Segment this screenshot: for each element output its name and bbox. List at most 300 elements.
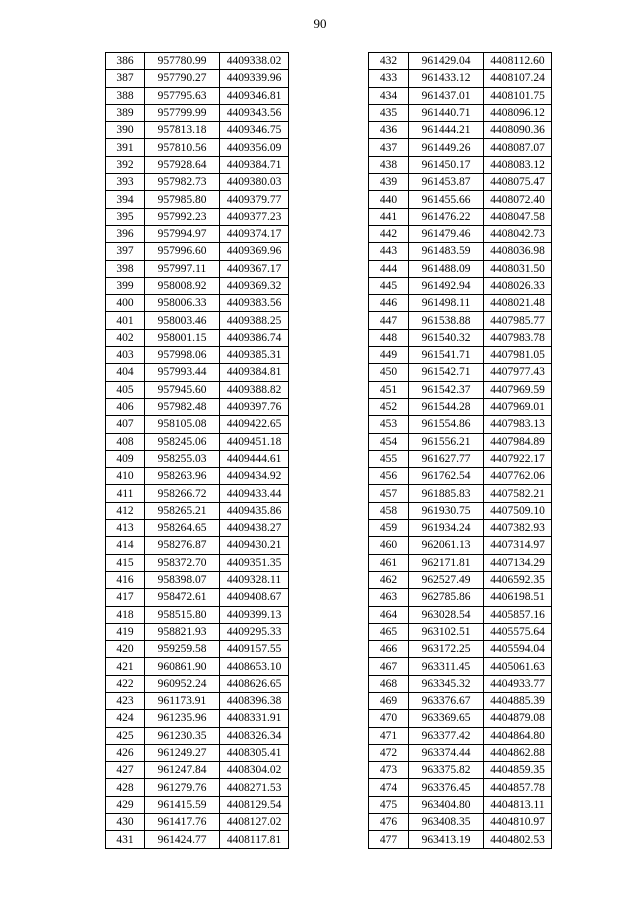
y-coordinate-cell: 4406198.51: [484, 589, 552, 606]
table-row: [369, 243, 552, 260]
point-number-cell: 423: [106, 692, 145, 709]
table-row: [106, 554, 289, 571]
point-number-cell: 471: [369, 727, 409, 744]
x-coordinate-cell: 958003.46: [145, 312, 220, 329]
page-number: 90: [313, 16, 327, 31]
y-coordinate-cell: 4407985.77: [484, 312, 552, 329]
x-coordinate-cell: 963375.82: [409, 762, 484, 779]
x-coordinate-cell: 962171.81: [409, 554, 484, 571]
point-number-cell: 468: [369, 675, 409, 692]
y-coordinate-cell: 4408304.02: [220, 762, 289, 779]
x-coordinate-cell: 958245.06: [145, 433, 220, 450]
point-number-cell: 439: [369, 174, 409, 191]
y-coordinate-cell: 4407922.17: [484, 450, 552, 467]
y-coordinate-cell: 4409369.32: [220, 277, 289, 294]
point-number-cell: 434: [369, 87, 409, 104]
y-coordinate-cell: 4404859.35: [484, 762, 552, 779]
table-row: [369, 174, 552, 191]
y-coordinate-cell: 4408117.81: [220, 831, 289, 848]
table-row: [106, 122, 289, 139]
x-coordinate-cell: 957982.48: [145, 398, 220, 415]
y-coordinate-cell: 4407977.43: [484, 364, 552, 381]
point-number-cell: 435: [369, 104, 409, 121]
y-coordinate-cell: 4409384.81: [220, 364, 289, 381]
point-number-cell: 437: [369, 139, 409, 156]
table-row: [369, 571, 552, 588]
x-coordinate-cell: 961934.24: [409, 520, 484, 537]
table-row: [369, 225, 552, 242]
x-coordinate-cell: 957790.27: [145, 70, 220, 87]
x-coordinate-cell: 961498.11: [409, 295, 484, 312]
y-coordinate-cell: 4408107.24: [484, 70, 552, 87]
x-coordinate-cell: 961433.12: [409, 70, 484, 87]
table-row: [369, 329, 552, 346]
point-number-cell: 453: [369, 416, 409, 433]
y-coordinate-cell: 4409379.77: [220, 191, 289, 208]
y-coordinate-cell: 4409444.61: [220, 450, 289, 467]
table-row: [106, 658, 289, 675]
table-row: [369, 814, 552, 831]
point-number-cell: 443: [369, 243, 409, 260]
table-row: [106, 191, 289, 208]
table-row: [106, 727, 289, 744]
table-row: [369, 277, 552, 294]
point-number-cell: 393: [106, 174, 145, 191]
point-number-cell: 433: [369, 70, 409, 87]
y-coordinate-cell: 4409346.75: [220, 122, 289, 139]
x-coordinate-cell: 961429.04: [409, 53, 484, 70]
table-row: [106, 347, 289, 364]
table-row: [369, 260, 552, 277]
table-row: [369, 641, 552, 658]
table-row: [369, 191, 552, 208]
point-number-cell: 459: [369, 520, 409, 537]
table-row: [106, 571, 289, 588]
x-coordinate-cell: 961554.86: [409, 416, 484, 433]
table-row: [106, 675, 289, 692]
y-coordinate-cell: 4409374.17: [220, 225, 289, 242]
y-coordinate-cell: 4407984.89: [484, 433, 552, 450]
point-number-cell: 396: [106, 225, 145, 242]
x-coordinate-cell: 960952.24: [145, 675, 220, 692]
table-row: [369, 104, 552, 121]
y-coordinate-cell: 4408331.91: [220, 710, 289, 727]
table-row: [369, 70, 552, 87]
y-coordinate-cell: 4405857.16: [484, 606, 552, 623]
table-row: [369, 831, 552, 848]
table-row: [369, 658, 552, 675]
point-number-cell: 399: [106, 277, 145, 294]
point-number-cell: 455: [369, 450, 409, 467]
x-coordinate-cell: 957795.63: [145, 87, 220, 104]
y-coordinate-cell: 4407983.13: [484, 416, 552, 433]
table-row: [106, 208, 289, 225]
table-row: [369, 295, 552, 312]
x-coordinate-cell: 961762.54: [409, 468, 484, 485]
x-coordinate-cell: 962785.86: [409, 589, 484, 606]
y-coordinate-cell: 4407509.10: [484, 502, 552, 519]
y-coordinate-cell: 4404810.97: [484, 814, 552, 831]
y-coordinate-cell: 4406592.35: [484, 571, 552, 588]
y-coordinate-cell: 4407314.97: [484, 537, 552, 554]
point-number-cell: 440: [369, 191, 409, 208]
point-number-cell: 388: [106, 87, 145, 104]
table-row: [369, 589, 552, 606]
x-coordinate-cell: 963374.44: [409, 744, 484, 761]
point-number-cell: 467: [369, 658, 409, 675]
point-number-cell: 463: [369, 589, 409, 606]
y-coordinate-cell: 4408087.07: [484, 139, 552, 156]
table-row: [106, 329, 289, 346]
table-row: [106, 225, 289, 242]
point-number-cell: 457: [369, 485, 409, 502]
table-row: [369, 554, 552, 571]
point-number-cell: 430: [106, 814, 145, 831]
x-coordinate-cell: 957982.73: [145, 174, 220, 191]
point-number-cell: 422: [106, 675, 145, 692]
y-coordinate-cell: 4404862.88: [484, 744, 552, 761]
x-coordinate-cell: 963377.42: [409, 727, 484, 744]
table-row: [369, 468, 552, 485]
y-coordinate-cell: 4407969.59: [484, 381, 552, 398]
x-coordinate-cell: 961450.17: [409, 156, 484, 173]
x-coordinate-cell: 958264.65: [145, 520, 220, 537]
point-number-cell: 427: [106, 762, 145, 779]
table-row: [106, 260, 289, 277]
y-coordinate-cell: 4409356.09: [220, 139, 289, 156]
table-row: [106, 468, 289, 485]
x-coordinate-cell: 961542.37: [409, 381, 484, 398]
table-row: [106, 433, 289, 450]
point-number-cell: 415: [106, 554, 145, 571]
table-row: [106, 70, 289, 87]
x-coordinate-cell: 957996.60: [145, 243, 220, 260]
x-coordinate-cell: 958472.61: [145, 589, 220, 606]
y-coordinate-cell: 4408026.33: [484, 277, 552, 294]
table-row: [106, 53, 289, 70]
point-number-cell: 392: [106, 156, 145, 173]
table-row: [106, 814, 289, 831]
y-coordinate-cell: 4408626.65: [220, 675, 289, 692]
point-number-cell: 418: [106, 606, 145, 623]
table-row: [369, 623, 552, 640]
x-coordinate-cell: 963311.45: [409, 658, 484, 675]
table-row: [369, 312, 552, 329]
x-coordinate-cell: 961479.46: [409, 225, 484, 242]
x-coordinate-cell: 961417.76: [145, 814, 220, 831]
table-row: [106, 520, 289, 537]
y-coordinate-cell: 4408031.50: [484, 260, 552, 277]
table-row: [369, 744, 552, 761]
y-coordinate-cell: 4408036.98: [484, 243, 552, 260]
point-number-cell: 475: [369, 796, 409, 813]
table-row: [369, 139, 552, 156]
y-coordinate-cell: 4408072.40: [484, 191, 552, 208]
y-coordinate-cell: 4409367.17: [220, 260, 289, 277]
point-number-cell: 417: [106, 589, 145, 606]
y-coordinate-cell: 4409339.96: [220, 70, 289, 87]
y-coordinate-cell: 4408083.12: [484, 156, 552, 173]
x-coordinate-cell: 958276.87: [145, 537, 220, 554]
y-coordinate-cell: 4407762.06: [484, 468, 552, 485]
x-coordinate-cell: 958008.92: [145, 277, 220, 294]
point-number-cell: 450: [369, 364, 409, 381]
point-number-cell: 420: [106, 641, 145, 658]
point-number-cell: 431: [106, 831, 145, 848]
x-coordinate-cell: 961455.66: [409, 191, 484, 208]
point-number-cell: 449: [369, 347, 409, 364]
y-coordinate-cell: 4404933.77: [484, 675, 552, 692]
table-row: [106, 295, 289, 312]
y-coordinate-cell: 4409438.27: [220, 520, 289, 537]
table-row: [106, 398, 289, 415]
point-number-cell: 386: [106, 53, 145, 70]
y-coordinate-cell: 4409295.33: [220, 623, 289, 640]
y-coordinate-cell: 4409328.11: [220, 571, 289, 588]
point-number-cell: 461: [369, 554, 409, 571]
y-coordinate-cell: 4409388.25: [220, 312, 289, 329]
y-coordinate-cell: 4409422.65: [220, 416, 289, 433]
table-row: [106, 623, 289, 640]
x-coordinate-cell: 957992.23: [145, 208, 220, 225]
y-coordinate-cell: 4404885.39: [484, 692, 552, 709]
x-coordinate-cell: 958266.72: [145, 485, 220, 502]
x-coordinate-cell: 961885.83: [409, 485, 484, 502]
x-coordinate-cell: 961541.71: [409, 347, 484, 364]
point-number-cell: 472: [369, 744, 409, 761]
coordinates-table-right: [368, 52, 552, 849]
y-coordinate-cell: 4409433.44: [220, 485, 289, 502]
point-number-cell: 474: [369, 779, 409, 796]
y-coordinate-cell: 4408396.38: [220, 692, 289, 709]
point-number-cell: 428: [106, 779, 145, 796]
table-row: [106, 796, 289, 813]
x-coordinate-cell: 957928.64: [145, 156, 220, 173]
table-row: [106, 416, 289, 433]
x-coordinate-cell: 961415.59: [145, 796, 220, 813]
table-row: [369, 727, 552, 744]
point-number-cell: 462: [369, 571, 409, 588]
table-row: [369, 675, 552, 692]
y-coordinate-cell: 4407382.93: [484, 520, 552, 537]
x-coordinate-cell: 961542.71: [409, 364, 484, 381]
y-coordinate-cell: 4407969.01: [484, 398, 552, 415]
y-coordinate-cell: 4409388.82: [220, 381, 289, 398]
point-number-cell: 425: [106, 727, 145, 744]
point-number-cell: 406: [106, 398, 145, 415]
y-coordinate-cell: 4408653.10: [220, 658, 289, 675]
x-coordinate-cell: 963369.65: [409, 710, 484, 727]
x-coordinate-cell: 961453.87: [409, 174, 484, 191]
point-number-cell: 476: [369, 814, 409, 831]
point-number-cell: 454: [369, 433, 409, 450]
x-coordinate-cell: 961247.84: [145, 762, 220, 779]
x-coordinate-cell: 961538.88: [409, 312, 484, 329]
x-coordinate-cell: 957985.80: [145, 191, 220, 208]
y-coordinate-cell: 4405061.63: [484, 658, 552, 675]
x-coordinate-cell: 961249.27: [145, 744, 220, 761]
table-row: [106, 174, 289, 191]
table-row: [106, 641, 289, 658]
point-number-cell: 477: [369, 831, 409, 848]
x-coordinate-cell: 961476.22: [409, 208, 484, 225]
x-coordinate-cell: 957993.44: [145, 364, 220, 381]
table-row: [369, 502, 552, 519]
y-coordinate-cell: 4408096.12: [484, 104, 552, 121]
point-number-cell: 456: [369, 468, 409, 485]
point-number-cell: 469: [369, 692, 409, 709]
table-row: [106, 139, 289, 156]
x-coordinate-cell: 961492.94: [409, 277, 484, 294]
y-coordinate-cell: 4404857.78: [484, 779, 552, 796]
y-coordinate-cell: 4407134.29: [484, 554, 552, 571]
point-number-cell: 412: [106, 502, 145, 519]
table-row: [369, 347, 552, 364]
x-coordinate-cell: 961173.91: [145, 692, 220, 709]
y-coordinate-cell: 4408129.54: [220, 796, 289, 813]
x-coordinate-cell: 958265.21: [145, 502, 220, 519]
point-number-cell: 470: [369, 710, 409, 727]
x-coordinate-cell: 957998.06: [145, 347, 220, 364]
y-coordinate-cell: 4409369.96: [220, 243, 289, 260]
y-coordinate-cell: 4408271.53: [220, 779, 289, 796]
table-row: [106, 156, 289, 173]
x-coordinate-cell: 963028.54: [409, 606, 484, 623]
table-row: [106, 87, 289, 104]
table-row: [369, 606, 552, 623]
y-coordinate-cell: 4408075.47: [484, 174, 552, 191]
point-number-cell: 442: [369, 225, 409, 242]
x-coordinate-cell: 963408.35: [409, 814, 484, 831]
table-row: [369, 796, 552, 813]
point-number-cell: 400: [106, 295, 145, 312]
table-row: [106, 104, 289, 121]
point-number-cell: 408: [106, 433, 145, 450]
point-number-cell: 452: [369, 398, 409, 415]
x-coordinate-cell: 962527.49: [409, 571, 484, 588]
x-coordinate-cell: 958263.96: [145, 468, 220, 485]
x-coordinate-cell: 957799.99: [145, 104, 220, 121]
y-coordinate-cell: 4409434.92: [220, 468, 289, 485]
coordinates-table-right-body: [369, 53, 552, 849]
point-number-cell: 395: [106, 208, 145, 225]
point-number-cell: 390: [106, 122, 145, 139]
y-coordinate-cell: 4404813.11: [484, 796, 552, 813]
y-coordinate-cell: 4408127.02: [220, 814, 289, 831]
y-coordinate-cell: 4407983.78: [484, 329, 552, 346]
y-coordinate-cell: 4405575.64: [484, 623, 552, 640]
x-coordinate-cell: 958372.70: [145, 554, 220, 571]
table-row: [369, 537, 552, 554]
x-coordinate-cell: 961930.75: [409, 502, 484, 519]
coordinates-table-left-body: [106, 53, 289, 849]
point-number-cell: 419: [106, 623, 145, 640]
x-coordinate-cell: 963404.80: [409, 796, 484, 813]
x-coordinate-cell: 961444.21: [409, 122, 484, 139]
x-coordinate-cell: 957780.99: [145, 53, 220, 70]
table-row: [106, 744, 289, 761]
point-number-cell: 465: [369, 623, 409, 640]
y-coordinate-cell: 4409408.67: [220, 589, 289, 606]
y-coordinate-cell: 4404802.53: [484, 831, 552, 848]
x-coordinate-cell: 961544.28: [409, 398, 484, 415]
table-row: [369, 433, 552, 450]
point-number-cell: 401: [106, 312, 145, 329]
x-coordinate-cell: 961488.09: [409, 260, 484, 277]
y-coordinate-cell: 4408101.75: [484, 87, 552, 104]
x-coordinate-cell: 961627.77: [409, 450, 484, 467]
table-row: [369, 156, 552, 173]
x-coordinate-cell: 957810.56: [145, 139, 220, 156]
y-coordinate-cell: 4408326.34: [220, 727, 289, 744]
x-coordinate-cell: 961279.76: [145, 779, 220, 796]
x-coordinate-cell: 961449.26: [409, 139, 484, 156]
y-coordinate-cell: 4408090.36: [484, 122, 552, 139]
x-coordinate-cell: 961540.32: [409, 329, 484, 346]
point-number-cell: 397: [106, 243, 145, 260]
point-number-cell: 460: [369, 537, 409, 554]
point-number-cell: 448: [369, 329, 409, 346]
table-row: [106, 364, 289, 381]
y-coordinate-cell: 4408042.73: [484, 225, 552, 242]
table-row: [369, 450, 552, 467]
table-row: [369, 710, 552, 727]
point-number-cell: 404: [106, 364, 145, 381]
y-coordinate-cell: 4409430.21: [220, 537, 289, 554]
point-number-cell: 458: [369, 502, 409, 519]
table-row: [106, 243, 289, 260]
y-coordinate-cell: 4409346.81: [220, 87, 289, 104]
x-coordinate-cell: 958001.15: [145, 329, 220, 346]
point-number-cell: 451: [369, 381, 409, 398]
point-number-cell: 424: [106, 710, 145, 727]
x-coordinate-cell: 959259.58: [145, 641, 220, 658]
table-row: [106, 450, 289, 467]
x-coordinate-cell: 962061.13: [409, 537, 484, 554]
x-coordinate-cell: 961235.96: [145, 710, 220, 727]
table-row: [106, 502, 289, 519]
point-number-cell: 473: [369, 762, 409, 779]
point-number-cell: 429: [106, 796, 145, 813]
point-number-cell: 441: [369, 208, 409, 225]
table-row: [369, 87, 552, 104]
y-coordinate-cell: 4409435.86: [220, 502, 289, 519]
table-row: [106, 277, 289, 294]
y-coordinate-cell: 4409386.74: [220, 329, 289, 346]
x-coordinate-cell: 960861.90: [145, 658, 220, 675]
point-number-cell: 438: [369, 156, 409, 173]
point-number-cell: 414: [106, 537, 145, 554]
point-number-cell: 445: [369, 277, 409, 294]
x-coordinate-cell: 961440.71: [409, 104, 484, 121]
table-row: [369, 53, 552, 70]
point-number-cell: 421: [106, 658, 145, 675]
table-row: [369, 122, 552, 139]
x-coordinate-cell: 958105.08: [145, 416, 220, 433]
point-number-cell: 432: [369, 53, 409, 70]
point-number-cell: 444: [369, 260, 409, 277]
table-row: [106, 381, 289, 398]
y-coordinate-cell: 4408047.58: [484, 208, 552, 225]
x-coordinate-cell: 963345.32: [409, 675, 484, 692]
x-coordinate-cell: 961556.21: [409, 433, 484, 450]
x-coordinate-cell: 963376.45: [409, 779, 484, 796]
table-row: [369, 762, 552, 779]
x-coordinate-cell: 963102.51: [409, 623, 484, 640]
table-row: [369, 485, 552, 502]
point-number-cell: 402: [106, 329, 145, 346]
table-row: [106, 606, 289, 623]
